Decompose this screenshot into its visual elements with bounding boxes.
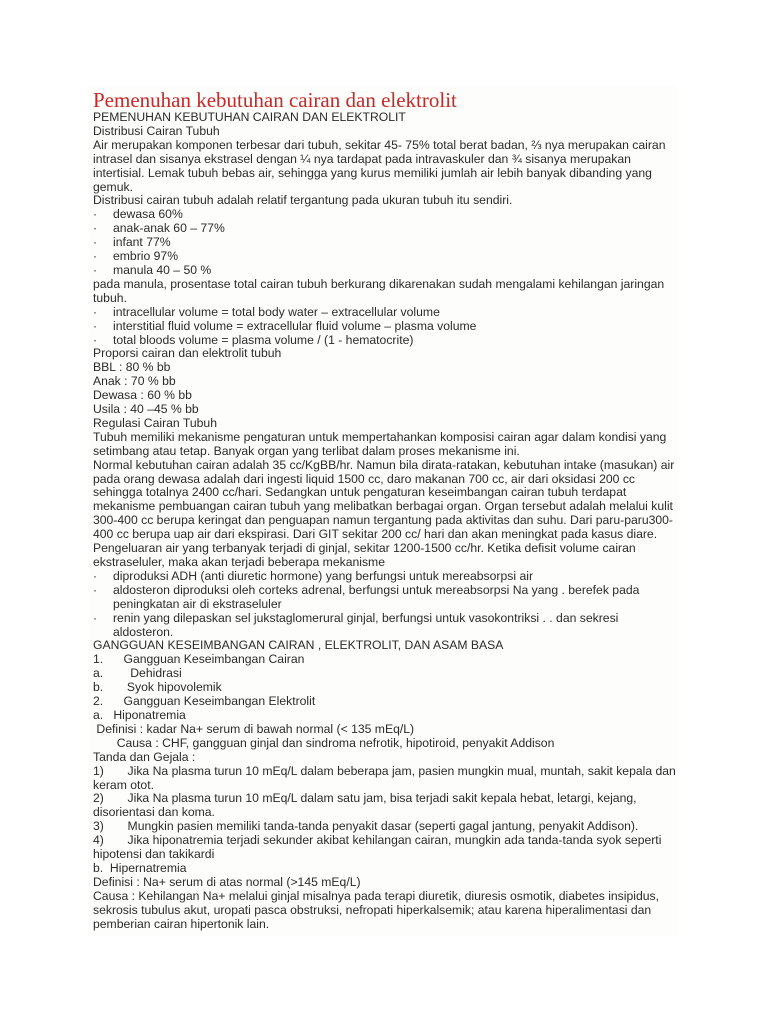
list-item	[93, 264, 677, 278]
list-item	[93, 612, 677, 640]
list-item-text: infant 77%	[113, 235, 171, 250]
list-item-text: interstitial fluid volume = extracellular fluid volume – plasma volume	[113, 318, 477, 333]
text-paragraph: a. Hiponatremia	[93, 707, 186, 722]
text-paragraph: Distribusi Cairan Tubuh	[93, 123, 220, 138]
text-paragraph: pada manula, prosentase total cairan tubuh berkurang dikarenakan sudah mengalami kehilangan jaringan tubuh.	[93, 276, 668, 305]
text-paragraph: Air merupakan komponen terbesar dari tubuh, sekitar 45- 75% total berat badan, ⅔ nya merupakan cairan intrasel dan sisanya ekstrasel dengan ¼ nya tardapat pada intravaskuler dan ¾ sisanya merupakan intertisial. Lemak tubuh bebas air, sehingga yang kurus memiliki jumlah air lebih banyak dibanding yang gemuk.	[93, 137, 669, 194]
list-item	[93, 306, 677, 320]
document-title: Pemenuhan kebutuhan cairan dan elektrolit	[93, 88, 457, 112]
text-paragraph: Distribusi cairan tubuh adalah relatif tergantung pada ukuran tubuh itu sendiri.	[93, 193, 513, 208]
text-paragraph: Causa : CHF, gangguan ginjal dan sindroma nefrotik, hipotiroid, penyakit Addison	[93, 735, 555, 750]
list-item-text: intracellular volume = total body water – extracellular volume	[113, 304, 440, 319]
text-paragraph: 2) Jika Na plasma turun 10 mEq/L dalam satu jam, bisa terjadi sakit kepala hebat, letargi, kejang, disorientasi dan koma.	[93, 791, 640, 820]
text-paragraph: Tanda dan Gejala :	[93, 749, 196, 764]
bullet-dot-icon: ·	[93, 235, 98, 250]
list-proporsi-usia	[93, 208, 677, 278]
text-paragraph: Regulasi Cairan Tubuh	[93, 415, 217, 430]
list-item	[93, 570, 677, 584]
bullet-dot-icon: ·	[93, 582, 98, 597]
bullet-dot-icon: ·	[93, 610, 98, 625]
text-paragraph: Usila : 40 –45 % bb	[93, 402, 199, 417]
list-item	[93, 208, 677, 222]
list-item	[93, 236, 677, 250]
list-item	[93, 334, 677, 348]
list-item-text: total bloods volume = plasma volume / (1 - hematocrite)	[113, 332, 414, 347]
bullet-dot-icon: ·	[93, 207, 98, 222]
text-paragraph: Proporsi cairan dan elektrolit tubuh	[93, 346, 282, 361]
bullet-dot-icon: ·	[93, 262, 98, 277]
text-paragraph: b. Syok hipovolemik	[93, 680, 222, 695]
text-paragraph: Definisi : Na+ serum di atas normal (>145 mEq/L)	[93, 874, 361, 889]
list-item-text: renin yang dilepaskan sel jukstaglomerural ginjal, berfungsi untuk vasokontriksi . . dan sekresi aldosteron.	[113, 610, 619, 639]
bullet-dot-icon: ·	[93, 304, 98, 319]
text-paragraph: BBL : 80 % bb	[93, 360, 171, 375]
list-item	[93, 222, 677, 236]
text-paragraph: Normal kebutuhan cairan adalah 35 cc/KgBB/hr. Namun bila dirata-ratakan, kebutuhan intake (masukan) air pada orang dewasa adalah dari ingesti liquid 1500 cc, daro makanan 700 cc, air dari oksidasi 200 cc sehingga totalnya 2400 cc/hari. Sedangkan untuk pengaturan keseimbangan cairan tubuh terdapat mekanisme pembuangan cairan tubuh yang melibatkan berbagai organ. Organ tersebut adalah melalui kulit 300-400 cc berupa keringat dan penguapan namun tergantung pada aktivitas dan suhu. Dari paru-paru300-400 cc berupa uap air dari ekspirasi. Dari GIT sekitar 200 cc/ hari dan akan meningkat pada kasus diare. Pengeluaran air yang terbanyak terjadi di ginjal, sekitar 1200-1500 cc/hr. Ketika defisit volume cairan ekstraseluler, maka akan terjadi beberapa mekanisme	[93, 457, 678, 569]
bullet-dot-icon: ·	[93, 249, 98, 264]
list-item	[93, 250, 677, 264]
bullet-dot-icon: ·	[93, 318, 98, 333]
bullet-dot-icon: ·	[93, 332, 98, 347]
section-regulasi	[93, 347, 677, 570]
text-paragraph: Dewasa : 60 % bb	[93, 388, 192, 403]
list-item	[93, 320, 677, 334]
text-paragraph: Anak : 70 % bb	[93, 374, 176, 389]
text-paragraph: PEMENUHAN KEBUTUHAN CAIRAN DAN ELEKTROLIT	[93, 110, 406, 124]
section-manula	[93, 278, 677, 306]
list-item-text: manula 40 – 50 %	[113, 262, 212, 277]
list-item	[93, 584, 677, 612]
section-distribusi	[93, 111, 677, 208]
bullet-dot-icon: ·	[93, 568, 98, 583]
text-paragraph: Causa : Kehilangan Na+ melalui ginjal misalnya pada terapi diuretik, diuresis osmotik, diabetes insipidus, sekrosis tubulus akut, uropati pasca obstruksi, nefropati hiperkalsemik; atau karena hiperalimentasi dan pemberian cairan hipertonik lain.	[93, 888, 663, 931]
bullet-dot-icon: ·	[93, 221, 98, 236]
text-paragraph: a. Dehidrasi	[93, 666, 182, 681]
text-paragraph: 1) Jika Na plasma turun 10 mEq/L dalam beberapa jam, pasien mungkin mual, muntah, sakit kepala dan keram otot.	[93, 763, 680, 792]
document-content	[93, 88, 680, 931]
section-gangguan	[93, 638, 680, 931]
list-item-text: dewasa 60%	[113, 207, 183, 222]
text-paragraph: GANGGUAN KESEIMBANGAN CAIRAN , ELEKTROLIT, DAN ASAM BASA	[93, 638, 504, 653]
list-mekanisme	[93, 570, 677, 640]
text-paragraph: 3) Mungkin pasien memiliki tanda-tanda penyakit dasar (seperti gagal jantung, penyakit Addison).	[93, 819, 639, 834]
list-item-text: aldosteron diproduksi oleh corteks adrenal, berfungsi untuk mereabsorpsi Na yang . berefek pada peningkatan air di ekstraseluler	[113, 582, 640, 611]
list-item-text: diproduksi ADH (anti diuretic hormone) yang berfungsi untuk mereabsorpsi air	[113, 568, 533, 583]
list-item-text: anak-anak 60 – 77%	[113, 221, 225, 236]
text-paragraph: b. Hipernatremia	[93, 860, 187, 875]
list-item-text: embrio 97%	[113, 249, 179, 264]
text-paragraph: 1. Gangguan Keseimbangan Cairan	[93, 652, 305, 667]
list-volume-formulas	[93, 306, 677, 348]
text-paragraph: Tubuh memiliki mekanisme pengaturan untuk mempertahankan komposisi cairan agar dalam kondisi yang setimbang atau tetap. Banyak organ yang terlibat dalam proses mekanisme ini.	[93, 429, 670, 458]
text-paragraph: Definisi : kadar Na+ serum di bawah normal (< 135 mEq/L)	[93, 721, 415, 736]
text-paragraph: 4) Jika hiponatremia terjadi sekunder akibat kehilangan cairan, mungkin ada tanda-tanda syok seperti hipotensi dan takikardi	[93, 833, 665, 862]
text-paragraph: 2. Gangguan Keseimbangan Elektrolit	[93, 694, 316, 709]
